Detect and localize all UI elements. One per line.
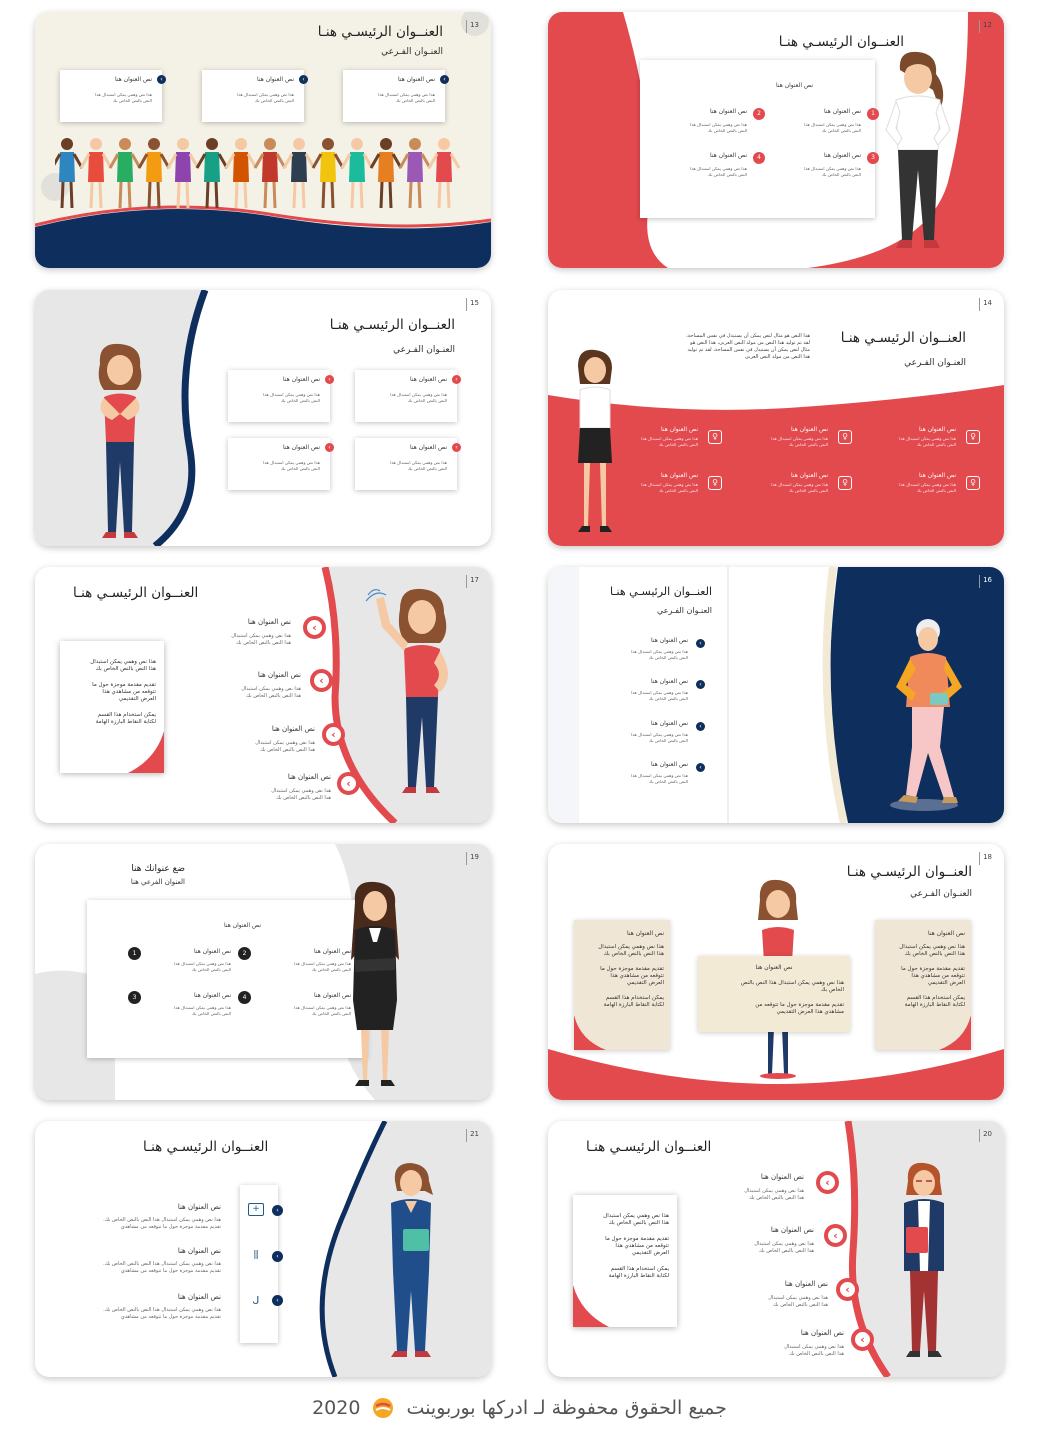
number-badge: 3 [867, 152, 879, 164]
woman-profile-icon: ♀ [708, 430, 722, 444]
notes-text: هذا النص بالنص الخاص بك [608, 1220, 669, 1226]
slide-title: العنــوان الرئيسـي هنـا [329, 317, 455, 333]
card-title: نص العنوان هنا [409, 444, 447, 451]
slide-number: 15 [466, 298, 479, 311]
item-title: نص العنوان هنا [823, 108, 861, 115]
notes-text: العرض التقديمي [631, 1250, 669, 1256]
slide-title: العنــوان الرئيسـي هنـا [778, 34, 904, 50]
nurse-illustration [377, 1161, 447, 1371]
panel-text: تتوقعه من مشاهدي هذا [610, 973, 664, 979]
item-text: هذا النص بالنص الخاص بك [276, 795, 331, 801]
card-title: نص العنوان هنا [282, 444, 320, 451]
item-text: هذا النص بالنص الخاص بك [260, 747, 315, 753]
item-title: نص العنوان هنا [650, 678, 688, 685]
content-panel [87, 900, 367, 1058]
chevron-left-icon[interactable]: ‹ [816, 1171, 839, 1194]
item-text: النص بالنص الخاص بك [311, 1011, 351, 1016]
panel-text: هذا نص وهمي يمكن استبدال [899, 944, 965, 950]
item-text: هذا نص وهمي يمكن استبدال [241, 686, 301, 692]
item-text: هذا النص بالنص الخاص بك [236, 640, 291, 646]
item-text: النص بالنص الخاص بك [648, 738, 688, 743]
card-text: هذا نص وهمي يمكن استبدال هذا [237, 92, 294, 97]
chevron-icon: ‹ [272, 1251, 283, 1262]
slide-title: العنــوان الرئيسـي هنـا [317, 24, 443, 40]
businesswoman-illustration [341, 880, 411, 1095]
slide-subtitle: العنوان الفرعي هنا [130, 878, 185, 886]
intro-paragraph: لقد تم توليد هذا النص من مولد النص العربى، هذا النص هو [690, 340, 810, 346]
card-text: النص بالنص الخاص بك [112, 98, 152, 103]
person-figure [168, 138, 198, 208]
card-text: النص بالنص الخاص بك [407, 466, 447, 471]
item-text: هذا نص وهمي يمكن استبدال هذا [631, 773, 688, 778]
slide-number: 13 [466, 20, 479, 33]
item-text: هذا نص وهمي يمكن استبدال [744, 1188, 804, 1194]
person-figure [342, 138, 372, 208]
number-badge: 3 [128, 991, 141, 1004]
notes-text: تقديم مقدمة موجزة حول ما [605, 1236, 669, 1242]
person-figure [55, 138, 82, 208]
woman-profile-icon: ♀ [708, 476, 722, 490]
item-title: نص العنوان هنا [193, 992, 231, 999]
item-title: نص العنوان هنا [650, 720, 688, 727]
panel-text: هذا نص وهمي يمكن استبدال هذا النص بالنص [740, 980, 844, 986]
notes-text: يمكن استخدام هذا القسم [610, 1266, 669, 1272]
item-text: النص بالنص الخاص بك [648, 655, 688, 660]
item-text: النص بالنص الخاص بك [658, 442, 698, 447]
card-title: نص العنوان هنا [397, 76, 435, 83]
woman-illustration [90, 342, 150, 542]
slide-title: العنــوان الرئيسـي هنـا [73, 585, 199, 601]
panel-text: العرض التقديمي [927, 980, 965, 986]
number-badge: 4 [238, 991, 251, 1004]
item-text: النص بالنص الخاص بك [648, 696, 688, 701]
slide-subtitle: العنـوان الفـرعي [381, 47, 443, 57]
chevron-left-icon[interactable]: ‹ [322, 723, 345, 746]
icon-strip [240, 1185, 278, 1343]
info-card [343, 70, 445, 122]
panel-text: تقديم مقدمة موجزة حول ما تتوقعه من [755, 1002, 844, 1008]
right-info-panel [875, 920, 971, 1050]
card-text: هذا نص وهمي يمكن استبدال هذا [263, 460, 320, 465]
item-text: هذا نص وهمي يمكن استبدال هذا النص بالنص الخاص بك. [103, 1307, 221, 1313]
item-text: النص بالنص الخاص بك [658, 488, 698, 493]
item-text: النص بالنص الخاص بك [821, 128, 861, 133]
item-title: نص العنوان هنا [313, 992, 351, 999]
slide-subtitle: العنـوان الفـرعي [393, 345, 455, 355]
footer-year: 2020 [312, 1396, 361, 1419]
person-figure [313, 138, 343, 208]
woman-profile-icon: ♀ [838, 476, 852, 490]
slide-subtitle: العنـوان الفـرعي [910, 889, 972, 899]
item-text: هذا نص وهمي يمكن استبدال هذا [641, 482, 698, 487]
card-text: هذا نص وهمي يمكن استبدال هذا [390, 460, 447, 465]
person-figure [110, 138, 140, 208]
chevron-left-icon[interactable]: ‹ [836, 1278, 859, 1301]
waving-woman-illustration [360, 587, 470, 802]
person-figure [255, 138, 285, 208]
item-title: نص العنوان هنا [790, 426, 828, 433]
info-card [228, 438, 330, 490]
slide-13[interactable] [35, 12, 491, 268]
item-title: نص العنوان هنا [918, 472, 956, 479]
slide-15[interactable] [35, 290, 491, 546]
info-card [202, 70, 304, 122]
item-text: هذا نص وهمي يمكن استبدال هذا [690, 166, 747, 171]
item-text: هذا نص وهمي يمكن استبدال هذا [641, 436, 698, 441]
panel-text: تقديم مقدمة موجزة حول ما [600, 966, 664, 972]
item-text: هذا نص وهمي يمكن استبدال هذا [631, 649, 688, 654]
item-text: النص بالنص الخاص بك [648, 779, 688, 784]
slide-title: العنــوان الرئيسـي هنـا [609, 585, 712, 598]
notes-text: تتوقعه من مشاهدي هذا [615, 1243, 669, 1249]
card-title: نص العنوان هنا [256, 76, 294, 83]
item-text: هذا نص وهمي يمكن استبدال [231, 633, 291, 639]
number-badge: 1 [867, 108, 879, 120]
item-text: هذا نص وهمي يمكن استبدال [255, 740, 315, 746]
card-text: النص بالنص الخاص بك [407, 398, 447, 403]
item-text: هذا نص وهمي يمكن استبدال هذا [899, 436, 956, 441]
item-title: نص العنوان هنا [193, 948, 231, 955]
item-title: نص العنوان هنا [800, 1329, 844, 1337]
chevron-left-icon[interactable]: ‹ [310, 669, 333, 692]
slide-number: 17 [466, 575, 479, 588]
card-text: هذا نص وهمي يمكن استبدال هذا [95, 92, 152, 97]
item-title: نص العنوان هنا [760, 1173, 804, 1181]
item-text: تقديم مقدمة موجزة حول ما تتوقعه من مشاهدي [120, 1224, 221, 1230]
chevron-icon: ‹ [696, 680, 705, 689]
item-text: هذا نص وهمي يمكن استبدال هذا [631, 690, 688, 695]
item-text: هذا نص وهمي يمكن استبدال هذا [804, 122, 861, 127]
item-text: هذا نص وهمي يمكن استبدال هذا [804, 166, 861, 171]
center-sign-panel [698, 956, 850, 1032]
woman-profile-icon: ♀ [966, 430, 980, 444]
slide-number: 18 [979, 852, 992, 865]
slide-19[interactable] [35, 844, 491, 1100]
item-text: النص بالنص الخاص بك [191, 1011, 231, 1016]
card-title: نص العنوان هنا [409, 376, 447, 383]
item-text: هذا نص وهمي يمكن استبدال هذا [174, 1005, 231, 1010]
info-card [355, 370, 457, 422]
person-figure [400, 138, 430, 208]
card-text: هذا نص وهمي يمكن استبدال هذا [378, 92, 435, 97]
item-text: هذا نص وهمي يمكن استبدال هذا النص بالنص الخاص بك. [103, 1261, 221, 1267]
item-text: النص بالنص الخاص بك [311, 967, 351, 972]
panel-title: نص العنوان هنا [626, 930, 664, 937]
panel-text: العرض التقديمي [626, 980, 664, 986]
info-card [355, 438, 457, 490]
item-title: نص العنوان هنا [660, 472, 698, 479]
woman-profile-icon: ♀ [966, 476, 980, 490]
woman-profile-icon: ♀ [838, 430, 852, 444]
card-text: النص بالنص الخاص بك [280, 398, 320, 403]
chevron-icon: ‹ [452, 443, 461, 452]
item-title: نص العنوان هنا [247, 618, 291, 626]
slide-subtitle: العنـوان الفـرعي [657, 606, 712, 615]
slide-number: 19 [466, 852, 479, 865]
card-text: النص بالنص الخاص بك [280, 466, 320, 471]
card-text: النص بالنص الخاص بك [254, 98, 294, 103]
notes-text: لكتابة النقاط البارزة الهامة [95, 719, 156, 725]
notes-text: تقديم مقدمة موجزة حول ما [92, 682, 156, 688]
person-figure [284, 138, 314, 208]
panel-text: الخاص بك [821, 987, 844, 993]
chevron-left-icon[interactable]: ‹ [824, 1224, 847, 1247]
stethoscope-icon: ᒍ [252, 1294, 260, 1307]
panel-text: يمكن استخدام هذا القسم [605, 995, 664, 1001]
copyright-footer [0, 1396, 1039, 1419]
number-badge: 2 [238, 947, 251, 960]
item-title: نص العنوان هنا [650, 637, 688, 644]
left-info-panel [574, 920, 670, 1050]
item-title: نص العنوان هنا [177, 1203, 221, 1211]
chevron-icon: ‹ [272, 1205, 283, 1216]
info-card [60, 70, 162, 122]
item-title: نص العنوان هنا [770, 1226, 814, 1234]
card-text: هذا نص وهمي يمكن استبدال هذا [263, 392, 320, 397]
item-text: تقديم مقدمة موجزة حول ما تتوقعه من مشاهدي [120, 1268, 221, 1274]
info-card [228, 370, 330, 422]
intro-paragraph: هذا النص هو مثال لنص يمكن أن يستبدل في نفس المساحة، [686, 333, 810, 339]
card-title: نص العنوان هنا [114, 76, 152, 83]
panel-text: يمكن استخدام هذا القسم [906, 995, 965, 1001]
slide-number: 16 [979, 575, 992, 588]
panel-text: تتوقعه من مشاهدي هذا [911, 973, 965, 979]
slide-title: العنــوان الرئيسـي هنـا [143, 1139, 269, 1155]
panel-text: لكتابة النقاط البارزة الهامة [603, 1002, 664, 1008]
chevron-left-icon[interactable]: ‹ [851, 1328, 874, 1351]
item-title: نص العنوان هنا [709, 152, 747, 159]
slide-14[interactable] [548, 290, 1004, 546]
person-figure [197, 138, 227, 208]
item-title: نص العنوان هنا [823, 152, 861, 159]
item-text: تقديم مقدمة موجزة حول ما تتوقعه من مشاهدي [120, 1314, 221, 1320]
item-text: النص بالنص الخاص بك [191, 967, 231, 972]
item-text: النص بالنص الخاص بك [788, 488, 828, 493]
number-badge: 2 [753, 108, 765, 120]
number-badge: 4 [753, 152, 765, 164]
slide-title: العنــوان الرئيسـي هنـا [840, 330, 966, 346]
item-text: هذا النص بالنص الخاص بك [773, 1302, 828, 1308]
intro-paragraph: هذا النص من مولد النص العربى [744, 354, 810, 360]
slide-18[interactable] [548, 844, 1004, 1100]
panel-heading: نص العنوان هنا [775, 82, 813, 89]
item-text: هذا نص وهمي يمكن استبدال هذا [690, 122, 747, 127]
item-text: هذا نص وهمي يمكن استبدال هذا [174, 961, 231, 966]
chevron-icon: ‹ [696, 722, 705, 731]
person-figure [429, 138, 459, 208]
item-text: هذا نص وهمي يمكن استبدال هذا [899, 482, 956, 487]
slide-number: 20 [979, 1129, 992, 1142]
person-figure [371, 138, 401, 208]
chevron-icon: ‹ [272, 1295, 283, 1306]
slide-20[interactable] [548, 1121, 1004, 1377]
item-text: هذا نص وهمي يمكن استبدال هذا [631, 732, 688, 737]
notes-text: تتوقعه من مشاهدي هذا [102, 689, 156, 695]
item-text: هذا نص وهمي يمكن استبدال هذا [771, 436, 828, 441]
woman-illustration [878, 50, 958, 255]
notes-text: لكتابة النقاط البارزة الهامة [608, 1273, 669, 1279]
chevron-icon: ‹ [299, 75, 308, 84]
notes-text: هذا نص وهمي يمكن استبدال [603, 1213, 669, 1219]
briefcase-medical-icon: + [248, 1203, 264, 1216]
slide-17[interactable] [35, 567, 491, 823]
panel-text: هذا النص بالنص الخاص بك [603, 951, 664, 957]
item-title: نص العنوان هنا [918, 426, 956, 433]
item-title: نص العنوان هنا [650, 761, 688, 768]
person-figure [139, 138, 169, 208]
item-text: النص بالنص الخاص بك [821, 172, 861, 177]
item-text: النص بالنص الخاص بك [707, 128, 747, 133]
item-text: النص بالنص الخاص بك [916, 488, 956, 493]
slide-12[interactable] [548, 12, 1004, 268]
item-text: النص بالنص الخاص بك [788, 442, 828, 447]
panel-title: نص العنوان هنا [755, 964, 793, 971]
content-panel [640, 60, 875, 218]
card-text: النص بالنص الخاص بك [395, 98, 435, 103]
chevron-icon: ‹ [440, 75, 449, 84]
notes-text: هذا النص بالنص الخاص بك [95, 666, 156, 672]
panel-text: مشاهدي هذا العرض التقديمي [776, 1009, 844, 1015]
item-text: هذا نص وهمي يمكن استبدال هذا النص بالنص الخاص بك. [103, 1217, 221, 1223]
notes-text: يمكن استخدام هذا القسم [97, 712, 156, 718]
item-text: هذا نص وهمي يمكن استبدال [784, 1344, 844, 1350]
slide-21[interactable] [35, 1121, 491, 1377]
panel-title: نص العنوان هنا [927, 930, 965, 937]
person-figure [226, 138, 256, 208]
chevron-left-icon[interactable]: ‹ [337, 772, 360, 795]
panel-text: هذا نص وهمي يمكن استبدال [598, 944, 664, 950]
card-text: هذا نص وهمي يمكن استبدال هذا [390, 392, 447, 397]
item-title: نص العنوان هنا [313, 948, 351, 955]
chevron-icon: ‹ [325, 375, 334, 384]
slide-number: 21 [466, 1129, 479, 1142]
item-text: هذا نص وهمي يمكن استبدال هذا [294, 961, 351, 966]
item-title: نص العنوان هنا [177, 1293, 221, 1301]
item-title: نص العنوان هنا [177, 1247, 221, 1255]
person-figure [81, 138, 111, 208]
item-text: هذا نص وهمي يمكن استبدال [768, 1295, 828, 1301]
item-text: هذا النص بالنص الخاص بك [749, 1195, 804, 1201]
slide-subtitle: العنـوان الفـرعي [904, 358, 966, 368]
item-text: هذا النص بالنص الخاص بك [789, 1351, 844, 1357]
people-group-illustration [55, 134, 475, 214]
notes-text: العرض التقديمي [118, 696, 156, 702]
item-title: نص العنوان هنا [287, 773, 331, 781]
slide-16[interactable] [548, 567, 1004, 823]
chevron-icon: ‹ [452, 375, 461, 384]
woman-with-book-illustration [894, 1161, 954, 1371]
chevron-icon: ‹ [696, 763, 705, 772]
card-title: نص العنوان هنا [282, 376, 320, 383]
chevron-icon: ‹ [696, 639, 705, 648]
notes-text: هذا نص وهمي يمكن استبدال [90, 659, 156, 665]
panel-heading: نص العنوان هنا [223, 922, 261, 929]
footer-text: جميع الحقوق محفوظة لـ ادركها بوربوينت [406, 1396, 727, 1419]
item-text: هذا نص وهمي يمكن استبدال هذا [294, 1005, 351, 1010]
item-title: نص العنوان هنا [784, 1280, 828, 1288]
item-text: النص بالنص الخاص بك [916, 442, 956, 447]
item-title: نص العنوان هنا [271, 725, 315, 733]
woman-illustration [570, 348, 620, 538]
slide-number: 12 [979, 20, 992, 33]
item-title: نص العنوان هنا [257, 671, 301, 679]
panel-text: تقديم مقدمة موجزة حول ما [901, 966, 965, 972]
chevron-icon: ‹ [157, 75, 166, 84]
item-text: هذا نص وهمي يمكن استبدال [754, 1241, 814, 1247]
item-title: نص العنوان هنا [709, 108, 747, 115]
item-text: النص بالنص الخاص بك [707, 172, 747, 177]
notes-paper [60, 641, 164, 773]
item-text: هذا نص وهمي يمكن استبدال هذا [771, 482, 828, 487]
item-text: هذا النص بالنص الخاص بك [759, 1248, 814, 1254]
slide-title: العنــوان الرئيسـي هنـا [846, 864, 972, 880]
panel-text: هذا النص بالنص الخاص بك [904, 951, 965, 957]
item-text: هذا النص بالنص الخاص بك [246, 693, 301, 699]
item-title: نص العنوان هنا [660, 426, 698, 433]
chevron-left-icon[interactable]: ‹ [303, 616, 326, 639]
slide-title: العنــوان الرئيسـي هنـا [586, 1139, 712, 1155]
slide-number: 14 [979, 298, 992, 311]
panel-text: لكتابة النقاط البارزة الهامة [904, 1002, 965, 1008]
slide-title: ضع عنوانك هنا [131, 864, 185, 874]
walking-woman-illustration [866, 617, 976, 817]
test-tubes-icon: ⫼ [253, 1250, 259, 1261]
item-text: هذا نص وهمي يمكن استبدال [271, 788, 331, 794]
notes-paper [573, 1195, 677, 1327]
item-title: نص العنوان هنا [790, 472, 828, 479]
number-badge: 1 [128, 947, 141, 960]
intro-paragraph: مثال لنص يمكن أن يستبدل في نفس المساحة، لقد تم توليد [687, 347, 810, 353]
brand-logo-icon [372, 1397, 394, 1419]
chevron-icon: ‹ [325, 443, 334, 452]
